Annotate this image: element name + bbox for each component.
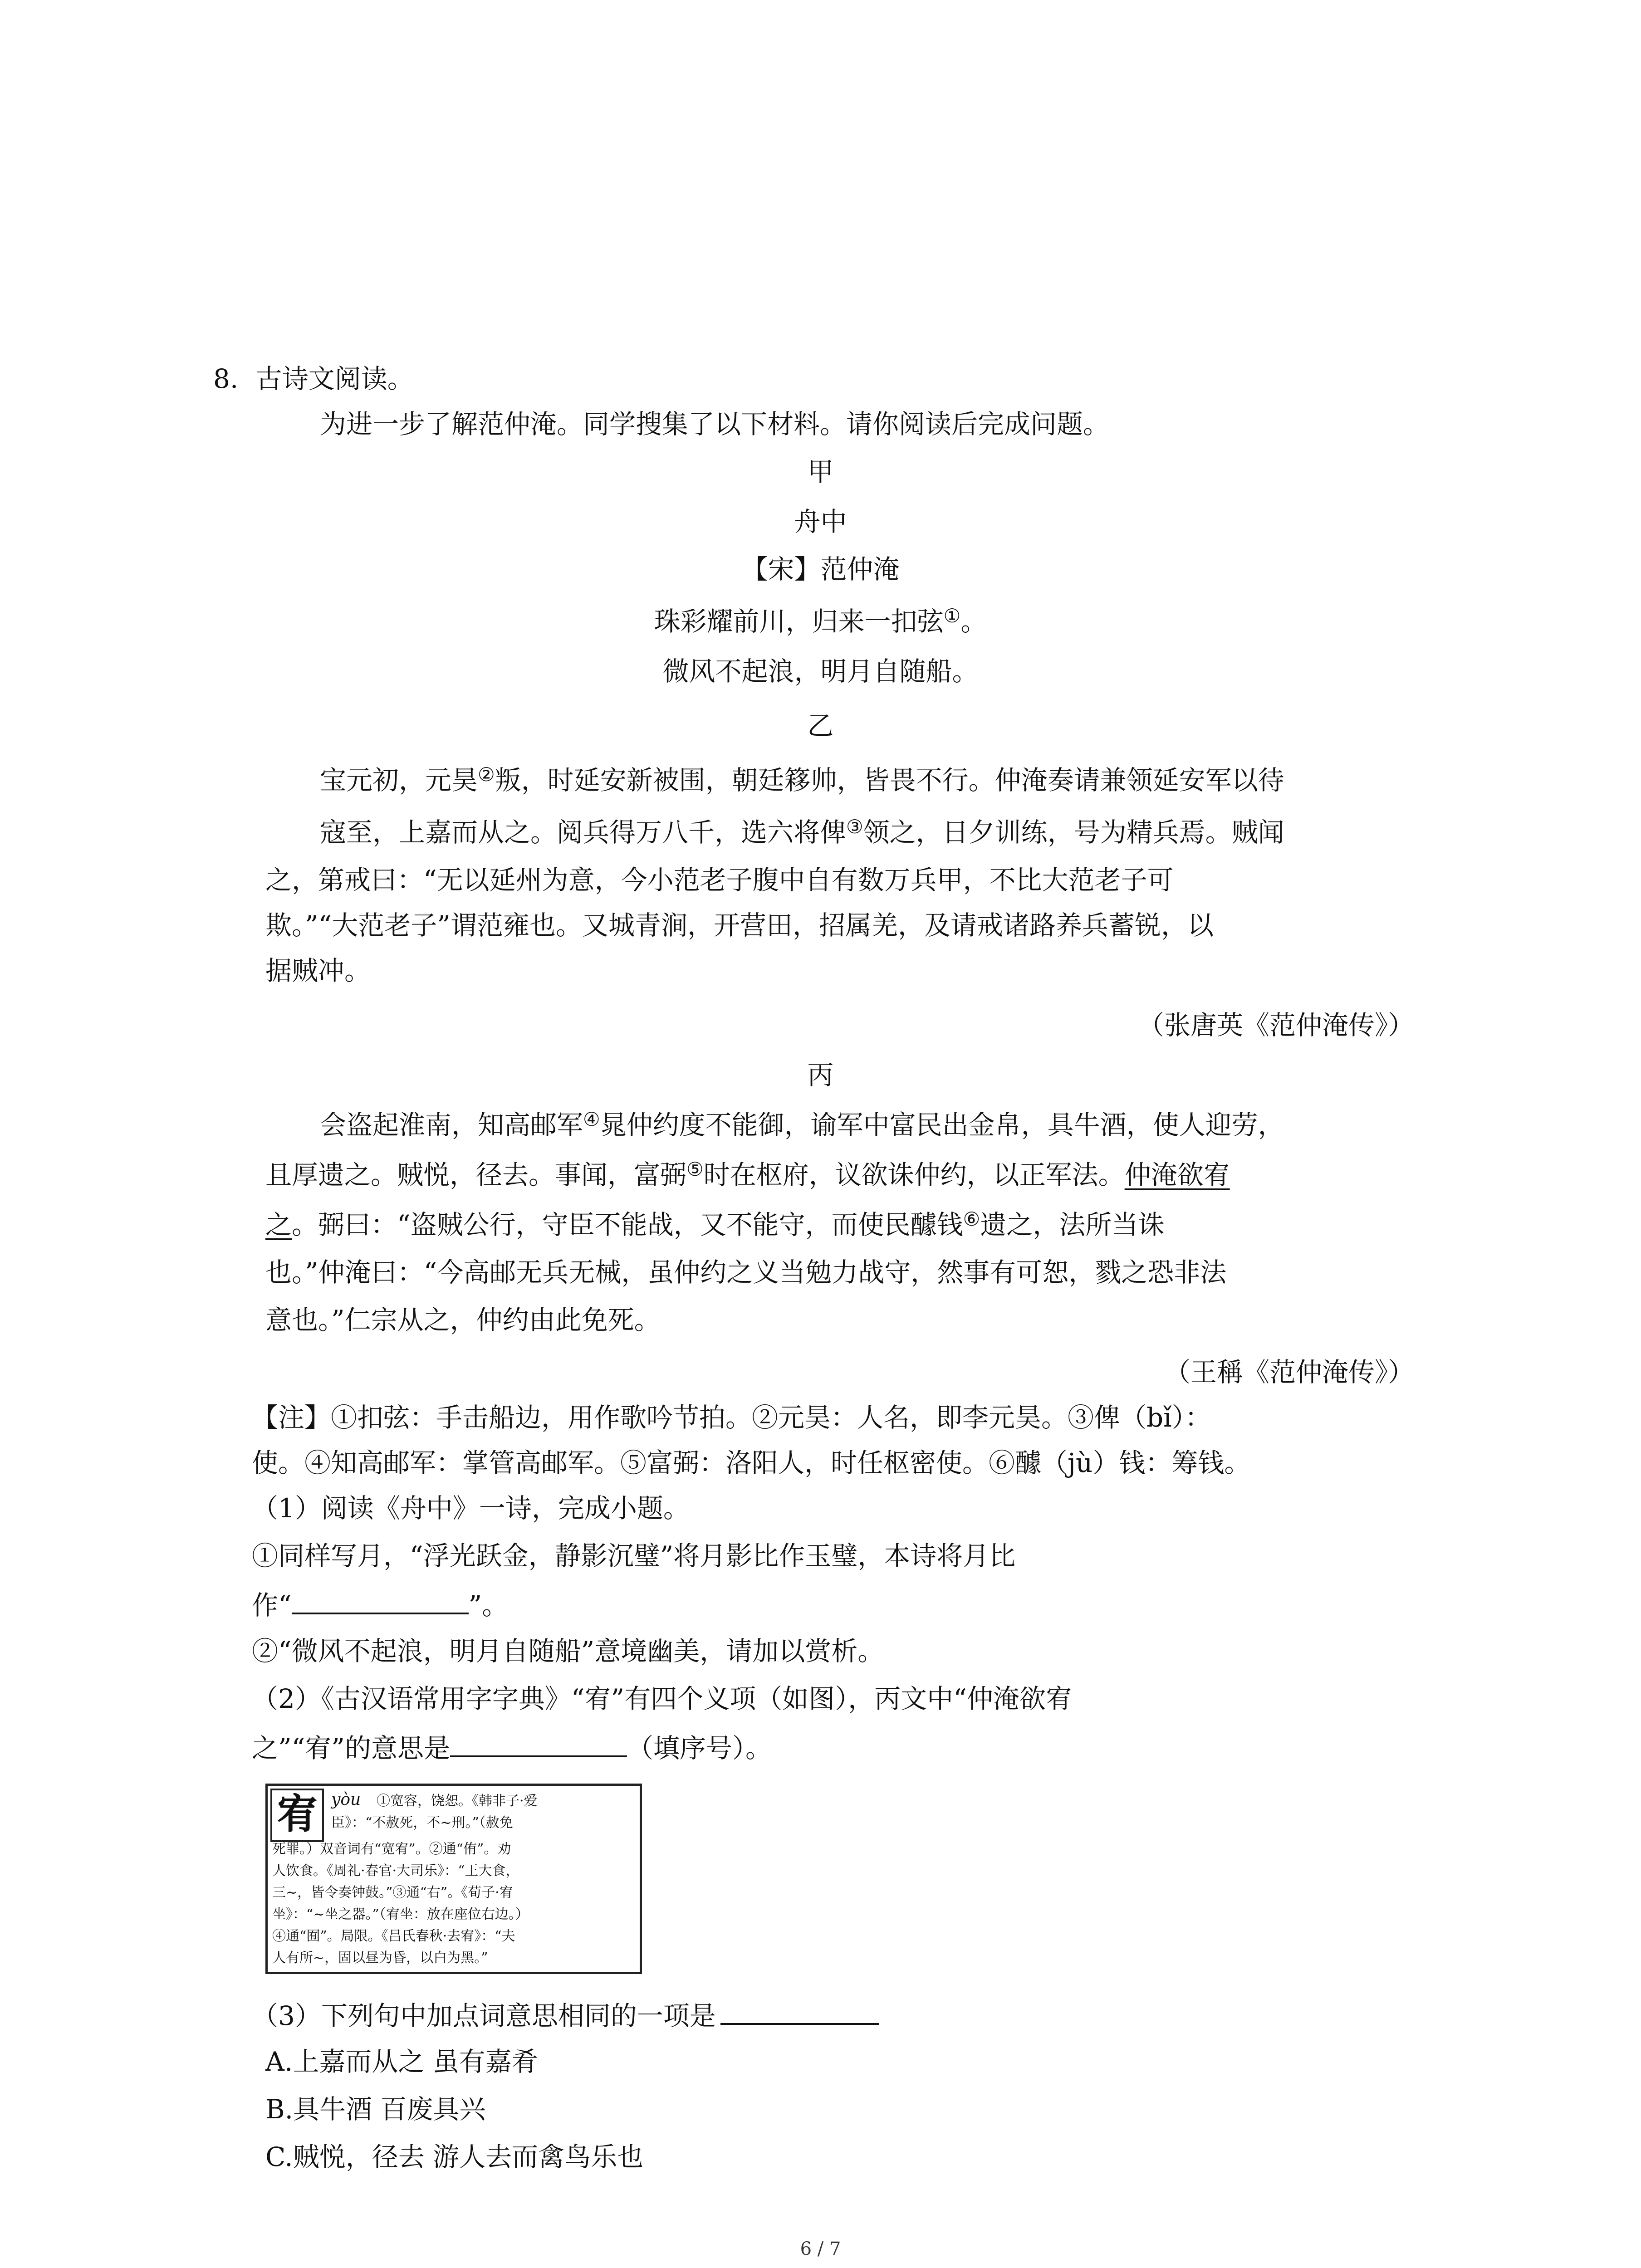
section-jia: 甲 xyxy=(807,456,834,487)
dictionary-text-2: 臣》：“不赦死，不~刑。”（赦免 xyxy=(331,1815,513,1831)
answer-blank-q3[interactable] xyxy=(720,1996,879,2025)
passage-b-line-5: 据贼冲。 xyxy=(265,955,371,986)
note-marker: ③ xyxy=(846,816,863,838)
passage-b-line-1: 宝元初，元昊②叛，时延安新被围，朝廷簃帅，皆畏不行。仲淹奏请兼领延安军以待 xyxy=(320,763,1284,796)
notes-line-2: 使。④知高邮军：掌管高邮军。⑤富弼：洛阳人，时任枢密使。⑥醵（jù）钱：筹钱。 xyxy=(252,1447,1251,1478)
dictionary-text-8: 人有所~，固以昼为昏，以白为黑。” xyxy=(272,1950,488,1966)
q1-b: ②“微风不起浪，明月自随船”意境幽美，请加以赏析。 xyxy=(252,1636,884,1667)
dictionary-headword: 宥 xyxy=(270,1789,324,1842)
q1-a-line-1: ①同样写月，“浮光跃金，静影沉璧”将月影比作玉璧，本诗将月比 xyxy=(252,1540,1016,1571)
q1-a-line-2: 作“ ”。 xyxy=(252,1585,508,1623)
section-yi: 乙 xyxy=(807,710,834,741)
passage-c-source: （王稱《范仲淹传》） xyxy=(1164,1357,1414,1388)
dictionary-pinyin: yòu xyxy=(331,1790,361,1809)
passage-c-line-2: 且厚遗之。贼悦，径去。事闻，富弼⑤时在枢府，议欲诛仲约，以正军法。仲淹欲宥 xyxy=(265,1158,1230,1190)
dictionary-text-7: ④通“囿”。局限。《吕氏春秋·去宥》：“夫 xyxy=(272,1928,515,1944)
note-marker: ④ xyxy=(583,1108,600,1130)
passage-b-line-4: 欺。”“大范老子”谓范雍也。又城青涧，开营田，招属羌，及请戒诸路养兵蓄锐，以 xyxy=(265,910,1214,941)
note-marker: ⑤ xyxy=(686,1158,704,1180)
poem-author: 【宋】范仲淹 xyxy=(741,554,900,585)
page-number: 6 / 7 xyxy=(800,2239,841,2259)
q2-line-2: 之”“宥”的意思是 （填序号）。 xyxy=(252,1728,772,1766)
note-marker: ① xyxy=(943,605,961,627)
poem-title: 舟中 xyxy=(794,506,847,537)
question-header xyxy=(213,361,414,397)
passage-c-line-4: 也。”仲淹曰：“今高邮无兵无械，虽仲约之义当勉力战守，然事有可恕，戮之恐非法 xyxy=(265,1257,1227,1288)
answer-blank-q1[interactable] xyxy=(292,1585,469,1614)
question-intro: 为进一步了解范仲淹。同学搜集了以下材料。请你阅读后完成问题。 xyxy=(320,409,1110,440)
underlined-phrase: 仲淹欲宥 xyxy=(1124,1159,1230,1190)
dictionary-text-3: 死罪。）双音词有“宽宥”。②通“侑”。劝 xyxy=(272,1841,511,1857)
notes-line-1: 【注】①扣弦：手击船边，用作歌吟节拍。②元昊：人名，即李元昊。③俾（bǐ）： xyxy=(252,1402,1211,1433)
q3-heading: （3）下列句中加点词意思相同的一项是 xyxy=(252,1996,879,2034)
q3-option-a[interactable]: A.上嘉而从之 虽有嘉肴 xyxy=(265,2046,538,2077)
q3-option-b[interactable]: B.具牛酒 百废具兴 xyxy=(265,2094,486,2125)
dictionary-text-4: 人饮食。《周礼·春官·大司乐》：“王大食， xyxy=(272,1863,519,1879)
poem-line-2: 微风不起浪，明月自随船。 xyxy=(662,656,979,687)
passage-b-line-2: 寇至，上嘉而从之。阅兵得万八千，选六将俾③领之，日夕训练，号为精兵焉。贼闻 xyxy=(320,816,1284,848)
passage-c-line-5: 意也。”仁宗从之，仲约由此免死。 xyxy=(265,1305,661,1335)
dictionary-text-6: 坐》：“~坐之器。”（宥坐：放在座位右边。） xyxy=(272,1906,529,1922)
answer-blank-q2[interactable] xyxy=(450,1728,627,1757)
passage-c-line-1: 会盗起淮南，知高邮军④晁仲约度不能御，谕军中富民出金帛，具牛酒，使人迎劳， xyxy=(320,1108,1284,1140)
underlined-phrase: 之 xyxy=(265,1209,292,1240)
q1-heading: （1）阅读《舟中》一诗，完成小题。 xyxy=(252,1493,690,1524)
poem-line-1: 珠彩耀前川，归来一扣弦①。 xyxy=(654,605,987,637)
question-title: 古诗文阅读。 xyxy=(255,363,414,394)
passage-c-line-3: 之。弼曰：“盗贼公行，守臣不能战，又不能守，而使民醵钱⑥遗之，法所当诛 xyxy=(265,1208,1165,1240)
q2-line-1: （2）《古汉语常用字字典》“宥”有四个义项（如图），丙文中“仲淹欲宥 xyxy=(252,1683,1072,1714)
dictionary-text-5: 三~，皆令奏钟鼓。”③通“右”。《荀子·宥 xyxy=(272,1885,513,1901)
dictionary-text-1: ①宽容，饶恕。《韩非子·爱 xyxy=(377,1793,538,1809)
question-number: 8. xyxy=(213,363,239,394)
note-marker: ② xyxy=(478,763,495,786)
section-bing: 丙 xyxy=(807,1060,834,1090)
note-marker: ⑥ xyxy=(963,1208,980,1230)
q3-option-c[interactable]: C.贼悦，径去 游人去而禽鸟乐也 xyxy=(265,2141,644,2172)
passage-b-line-3: 之，第戒曰：“无以延州为意，今小范老子腹中自有数万兵甲，不比大范老子可 xyxy=(265,865,1174,895)
passage-b-source: （张唐英《范仲淹传》） xyxy=(1137,1010,1414,1041)
dictionary-excerpt xyxy=(265,1784,642,1974)
